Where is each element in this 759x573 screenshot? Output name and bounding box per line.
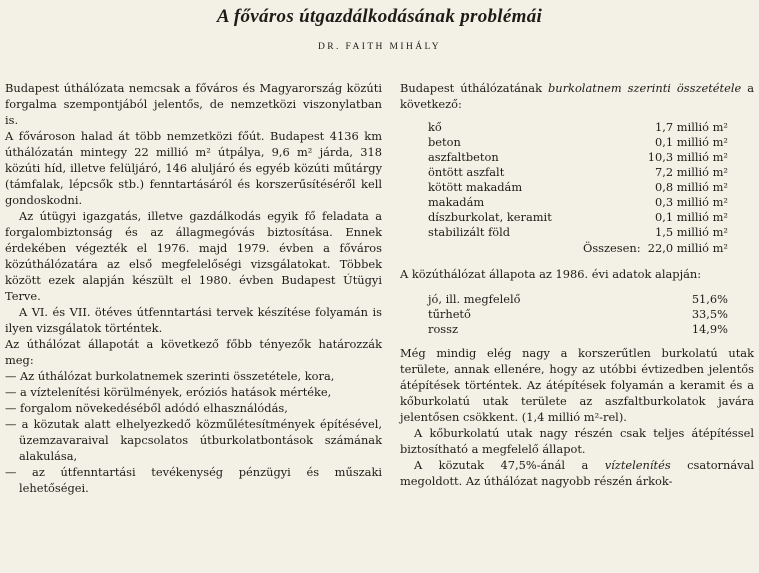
state-table xyxy=(428,292,728,337)
list-item: — a közutak alatt elhelyezkedő közműlétesítmények építésével, üzemzavaraival kapcsolatos útburkolatbontások számának alakulása, xyxy=(5,417,382,463)
emphasis-text: víztelenítés xyxy=(604,458,671,472)
paragraph-network: A fővároson halad át több nemzetközi főút. Budapest 4136 km úthálózatán mintegy 22 millió m² útpálya, 9,6 m² járda, 318 közúti híd, illetve felüljáró, 146 aluljáró és egyéb közúti műtárgy (támfalak, lépcsők stb.) fenntartásáról és korszerűsítéséről kell gondoskodni. xyxy=(5,129,382,207)
table-cell-label: kő xyxy=(428,120,442,134)
table-row xyxy=(428,307,728,322)
emphasis-text: burkolatnem szerinti összetétele xyxy=(547,81,742,95)
list-item: — forgalom növekedéséből adódó elhasználódás, xyxy=(5,401,288,415)
table-cell-value: 0,3 millió m² xyxy=(655,195,728,209)
table-cell-label: aszfaltbeton xyxy=(428,150,499,164)
left-column xyxy=(5,80,382,496)
article-title: A főváros útgazdálkodásának problémái xyxy=(216,6,543,27)
table-cell-label: jó, ill. megfelelő xyxy=(428,292,521,306)
text-span: csatornával megoldott. Az úthálózat nagyobb részén árkok- xyxy=(400,458,755,488)
table-row xyxy=(428,120,728,135)
right-column xyxy=(400,80,754,489)
table-row xyxy=(428,292,728,307)
table-row xyxy=(428,150,728,165)
article-author: DR. FAITH MIHÁLY xyxy=(317,42,442,52)
list-item: — a víztelenítési körülmények, eróziós hatások mértéke, xyxy=(5,385,332,399)
text-span: Budapest úthálózatának xyxy=(400,81,548,95)
table-cell-value: 0,1 millió m² xyxy=(655,135,728,149)
table-cell-value: 33,5% xyxy=(691,307,728,321)
table-row xyxy=(428,225,728,240)
table-cell-value: 14,9% xyxy=(691,322,728,336)
table-row xyxy=(428,322,728,337)
paragraph-plans: A VI. és VII. ötéves útfenntartási tervek készítése folyamán is ilyen vizsgálatok történtek. xyxy=(5,305,382,335)
table-cell-value: 7,2 millió m² xyxy=(655,165,728,179)
table-cell-label: rossz xyxy=(428,322,458,336)
table-row xyxy=(428,180,728,195)
spacer xyxy=(400,256,754,266)
table-cell-label: öntött aszfalt xyxy=(428,165,505,179)
list-item: — az útfenntartási tevékenység pénzügyi és műszaki lehetőségei. xyxy=(5,465,382,495)
list-item: — Az úthálózat burkolatnemek szerinti összetétele, kora, xyxy=(5,369,335,383)
table-row xyxy=(428,165,728,180)
table-cell-label: kötött makadám xyxy=(428,180,523,194)
paragraph-drainage xyxy=(400,457,754,489)
text-span: A közutak 47,5%-ánál a xyxy=(414,458,605,472)
table-cell-value: 1,5 millió m² xyxy=(655,225,728,239)
paragraph-intro: Budapest úthálózata nemcsak a főváros és Magyarország közúti forgalma szempontjából jelentős, de nemzetközi viszonylatban is. xyxy=(5,81,382,127)
total-label: Összesen: xyxy=(583,241,641,255)
surface-total xyxy=(400,240,754,256)
paragraph-outdated: Még mindig elég nagy a korszerűtlen burkolatú utak területe, annak ellenére, hogy az utóbbi évtizedben jelentős átépítések történtek. Az átépítések folyamán a keramit és a kőburkolatú utak területe az aszfaltburkolatok javára jelentősen csökkent. (1,4 millió m²-rel). xyxy=(400,346,754,424)
table-cell-label: makadám xyxy=(428,195,485,209)
paragraph-factors-intro: Az úthálózat állapotát a következő főbb tényezők határozzák meg: xyxy=(5,337,382,367)
table-cell-value: 1,7 millió m² xyxy=(655,120,728,134)
table-cell-value: 0,1 millió m² xyxy=(655,210,728,224)
table-cell-label: díszburkolat, keramit xyxy=(428,210,552,224)
table-row xyxy=(428,135,728,150)
table-cell-label: tűrhető xyxy=(428,307,471,321)
paragraph-surface-intro xyxy=(400,80,754,112)
table-row xyxy=(428,195,728,210)
total-value: 22,0 millió m² xyxy=(647,241,728,255)
paragraph-state-intro: A közúthálózat állapota az 1986. évi adatok alapján: xyxy=(400,267,702,281)
table-cell-value: 10,3 millió m² xyxy=(647,150,728,164)
table-cell-value: 51,6% xyxy=(691,292,728,306)
table-cell-label: beton xyxy=(428,135,461,149)
table-cell-value: 0,8 millió m² xyxy=(655,180,728,194)
surface-table xyxy=(428,120,728,240)
paragraph-administration: Az útügyi igazgatás, illetve gazdálkodás egyik fő feladata a forgalombiztonság és az állagmegóvás biztosítása. Ennek érdekében végezték el 1976. majd 1979. évben a főváros közúthálózatára az első megfelelőségi vizsgálatokat. Többek között ezek alapján készült el 1980. évben Budapest Útügyi Terve. xyxy=(5,209,382,303)
paragraph-stone: A kőburkolatú utak nagy részén csak teljes átépítéssel biztosítható a megfelelő állapot. xyxy=(400,426,754,456)
text-span: a következő: xyxy=(400,81,754,111)
table-row xyxy=(428,210,728,225)
table-cell-label: stabilizált föld xyxy=(428,225,511,239)
